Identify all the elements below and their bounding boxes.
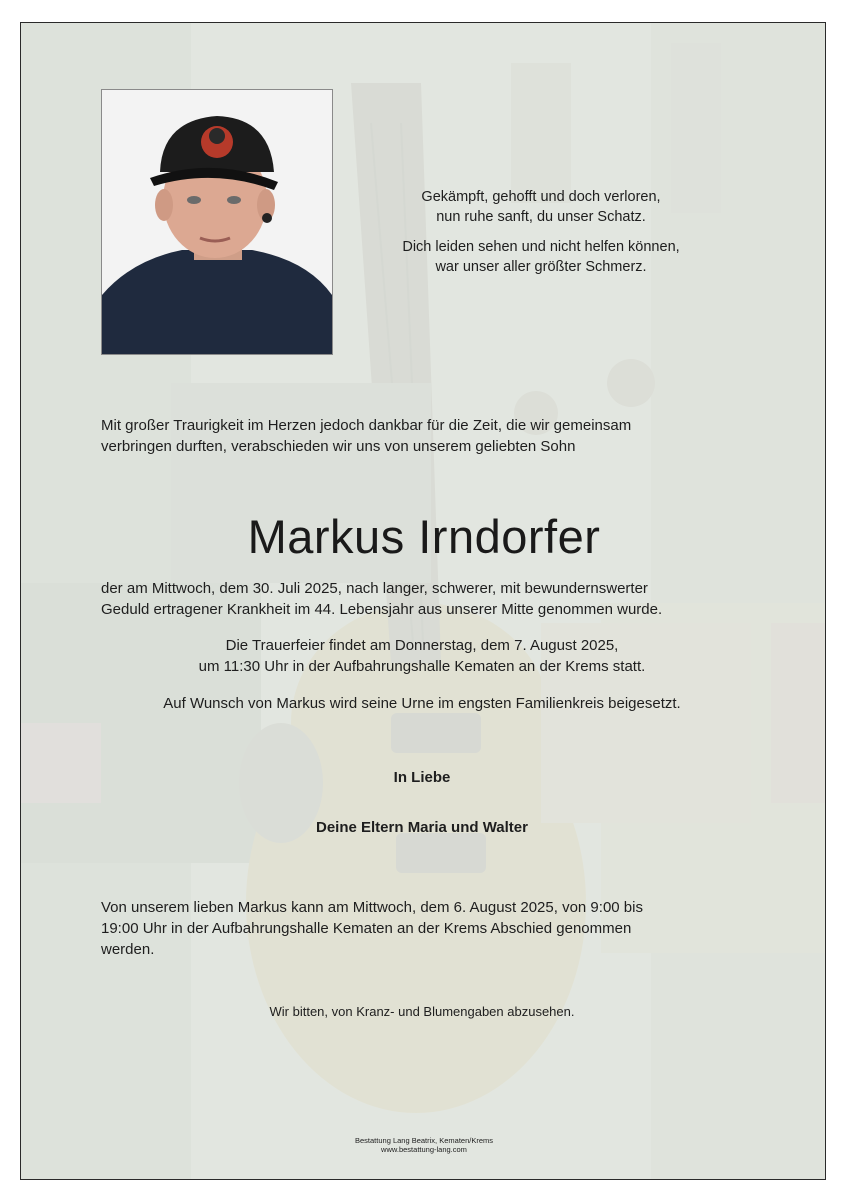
death-notice: [101, 578, 743, 620]
viewing-info: [101, 897, 743, 960]
footer-company: Bestattung Lang Beatrix, Kematen/Krems: [355, 1136, 493, 1145]
poem-line: Dich leiden sehen und nicht helfen können,: [402, 239, 680, 255]
poem-line: nun ruhe sanft, du unser Schatz.: [436, 209, 646, 225]
funeral-info: [101, 635, 743, 677]
flowers-note: Wir bitten, von Kranz- und Blumengaben abzusehen.: [269, 1004, 575, 1019]
poem-line: war unser aller größter Schmerz.: [435, 259, 647, 275]
intro-line: Mit großer Traurigkeit im Herzen jedoch dankbar für die Zeit, die wir gemeinsam: [101, 417, 632, 434]
portrait-icon: [102, 90, 332, 354]
closing: In Liebe: [393, 769, 451, 786]
death-notice-line: Geduld ertragener Krankheit im 44. Lebensjahr aus unserer Mitte genommen wurde.: [101, 601, 663, 618]
poem-stanza-2: [381, 237, 701, 277]
funeral-line: Die Trauerfeier findet am Donnerstag, dem 7. August 2025,: [225, 637, 619, 654]
parte-card: [20, 22, 826, 1180]
portrait-photo: [101, 89, 333, 355]
viewing-line: Von unserem lieben Markus kann am Mittwoch, dem 6. August 2025, von 9:00 bis: [101, 899, 643, 916]
footer-website: www.bestattung-lang.com: [381, 1145, 467, 1154]
deceased-name: Markus Irndorfer: [247, 510, 601, 563]
poem: [381, 187, 701, 287]
urn-note: Auf Wunsch von Markus wird seine Urne im engsten Familienkreis beigesetzt.: [163, 695, 681, 712]
intro-paragraph: [101, 415, 743, 457]
funeral-line: um 11:30 Uhr in der Aufbahrungshalle Kematen an der Krems statt.: [198, 658, 646, 675]
poem-stanza-1: [381, 187, 701, 227]
viewing-line: 19:00 Uhr in der Aufbahrungshalle Kematen an der Krems Abschied genommen: [101, 920, 632, 937]
poem-line: Gekämpft, gehofft und doch verloren,: [421, 189, 661, 205]
intro-line: verbringen durften, verabschieden wir uns von unserem geliebten Sohn: [101, 438, 576, 455]
footer: [21, 1136, 826, 1154]
family-signature: Deine Eltern Maria und Walter: [316, 819, 528, 836]
viewing-line: werden.: [101, 941, 155, 958]
death-notice-line: der am Mittwoch, dem 30. Juli 2025, nach langer, schwerer, mit bewundernswerter: [101, 580, 648, 597]
